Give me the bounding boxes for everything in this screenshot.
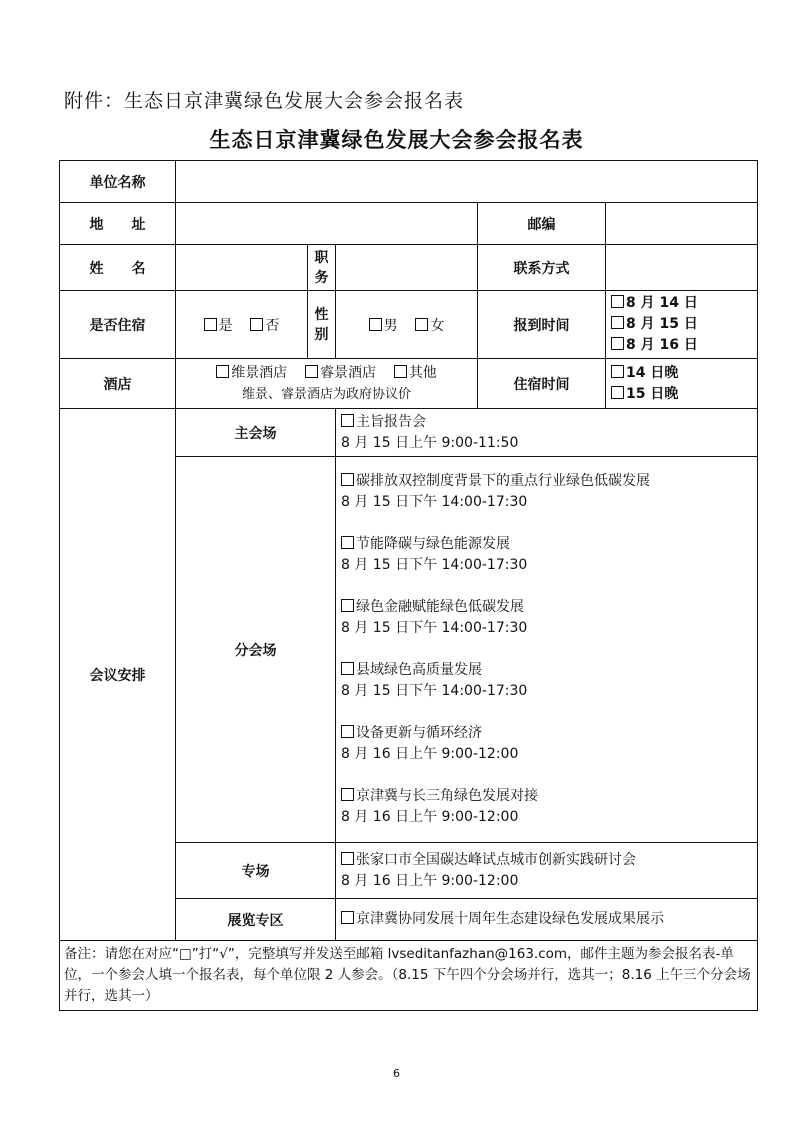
- gender-label: 性别: [308, 291, 336, 359]
- contact-label: 联系方式: [478, 245, 606, 291]
- arrival-option: 8 月 14 日: [626, 295, 698, 311]
- session-title: 张家口市全国碳达峰试点城市创新实践研讨会: [356, 851, 636, 868]
- session-checkbox[interactable]: [341, 662, 354, 675]
- session-checkbox[interactable]: [341, 599, 354, 612]
- position-field[interactable]: [336, 245, 478, 291]
- arrival-option: 8 月 16 日: [626, 337, 698, 353]
- stay-yes-label: 是: [218, 317, 233, 334]
- arrival-16-checkbox[interactable]: [611, 337, 624, 350]
- session-title: 主旨报告会: [356, 413, 426, 430]
- female-checkbox[interactable]: [415, 318, 428, 331]
- session-title: 碳排放双控制度背景下的重点行业绿色低碳发展: [356, 473, 650, 489]
- main-sessions: [336, 409, 758, 457]
- row-unit-name: [60, 161, 758, 203]
- row-address: [60, 203, 758, 245]
- expo-item: [336, 899, 758, 941]
- unit-name-field[interactable]: [176, 161, 758, 203]
- special-sessions: [336, 843, 758, 899]
- session-checkbox[interactable]: [341, 725, 354, 738]
- male-label: 男: [383, 317, 398, 334]
- sub-venue-label: 分会场: [176, 457, 336, 843]
- session-checkbox[interactable]: [341, 852, 354, 865]
- session-time: 8 月 15 日下午 14:00-17:30: [341, 620, 528, 636]
- expo-checkbox[interactable]: [341, 911, 354, 924]
- stay-no-label: 否: [265, 317, 280, 334]
- postcode-field[interactable]: [606, 203, 758, 245]
- stay-time-option: 15 日晚: [626, 385, 679, 402]
- position-label: 职务: [308, 245, 336, 291]
- name-label: 姓 名: [60, 245, 176, 291]
- agenda-label: 会议安排: [60, 409, 176, 941]
- row-note: [60, 941, 758, 1011]
- stay-14-checkbox[interactable]: [611, 365, 624, 378]
- main-venue-label: 主会场: [176, 409, 336, 457]
- row-stay: [60, 291, 758, 359]
- session-time: 8 月 16 日上午 9:00-12:00: [341, 746, 519, 762]
- row-hotel: [60, 359, 758, 409]
- session-title: 设备更新与循环经济: [356, 725, 482, 741]
- stay-yes-checkbox[interactable]: [204, 318, 217, 331]
- sub-sessions: [336, 457, 758, 843]
- stay-15-checkbox[interactable]: [611, 386, 624, 399]
- session-checkbox[interactable]: [341, 473, 354, 486]
- hotel-option: 睿景酒店: [320, 364, 376, 381]
- session-time: 8 月 15 日下午 14:00-17:30: [341, 557, 528, 573]
- note-text: 备注：请您在对应“□”打“√”，完整填写并发送至邮箱 lvseditanfazhan@163.com，邮件主题为参会报名表-单位，一个参会人填一个报名表，每个单位限 2 人参会。（8.15 下午四个分会场并行，选其一；8.16 上午三个分会场并行，选其一）: [60, 941, 758, 1011]
- gender-options: [336, 291, 478, 359]
- stay-time-label: 住宿时间: [478, 359, 606, 409]
- session-time: 8 月 16 日上午 9:00-12:00: [341, 872, 519, 889]
- session-checkbox[interactable]: [341, 536, 354, 549]
- male-checkbox[interactable]: [369, 318, 382, 331]
- session-time: 8 月 16 日上午 9:00-12:00: [341, 809, 519, 825]
- row-main-venue: [60, 409, 758, 457]
- stay-label: 是否住宿: [60, 291, 176, 359]
- contact-field[interactable]: [606, 245, 758, 291]
- page-number: 6: [393, 1067, 400, 1080]
- arrival-label: 报到时间: [478, 291, 606, 359]
- stay-no-checkbox[interactable]: [250, 318, 263, 331]
- arrival-option: 8 月 15 日: [626, 316, 698, 332]
- registration-form-table: [59, 160, 758, 1011]
- form-title: 生态日京津冀绿色发展大会参会报名表: [209, 128, 584, 152]
- attachment-label: 附件：生态日京津冀绿色发展大会参会报名表: [64, 90, 465, 112]
- session-time: 8 月 15 日下午 14:00-17:30: [341, 494, 528, 510]
- session-title: 京津冀与长三角绿色发展对接: [356, 788, 538, 804]
- name-field[interactable]: [176, 245, 308, 291]
- hotel-label: 酒店: [60, 359, 176, 409]
- hotel-other-checkbox[interactable]: [394, 365, 407, 378]
- session-time: 8 月 15 日下午 14:00-17:30: [341, 683, 528, 699]
- arrival-options: [606, 291, 758, 359]
- arrival-15-checkbox[interactable]: [611, 316, 624, 329]
- stay-options: [176, 291, 308, 359]
- row-name: [60, 245, 758, 291]
- session-title: 节能降碳与绿色能源发展: [356, 536, 510, 552]
- expo-title: 京津冀协同发展十周年生态建设绿色发展成果展示: [356, 911, 664, 927]
- session-checkbox[interactable]: [341, 414, 354, 427]
- address-label: 地 址: [60, 203, 176, 245]
- hotel-option: 其他: [408, 364, 437, 381]
- hotel-ruijing-checkbox[interactable]: [305, 365, 318, 378]
- postcode-label: 邮编: [478, 203, 606, 245]
- address-field[interactable]: [176, 203, 478, 245]
- session-title: 绿色金融赋能绿色低碳发展: [356, 599, 524, 615]
- session-checkbox[interactable]: [341, 788, 354, 801]
- hotel-options: [176, 359, 478, 409]
- stay-time-options: [606, 359, 758, 409]
- hotel-option: 维景酒店: [231, 364, 288, 381]
- female-label: 女: [430, 317, 445, 334]
- session-time: 8 月 15 日上午 9:00-11:50: [341, 434, 519, 451]
- arrival-14-checkbox[interactable]: [611, 295, 624, 308]
- session-title: 县域绿色高质量发展: [356, 662, 482, 678]
- hotel-note: 维景、睿景酒店为政府协议价: [241, 386, 411, 402]
- hotel-weijing-checkbox[interactable]: [216, 365, 229, 378]
- stay-time-option: 14 日晚: [626, 364, 679, 381]
- unit-name-label: 单位名称: [60, 161, 176, 203]
- expo-label: 展览专区: [176, 899, 336, 941]
- special-venue-label: 专场: [176, 843, 336, 899]
